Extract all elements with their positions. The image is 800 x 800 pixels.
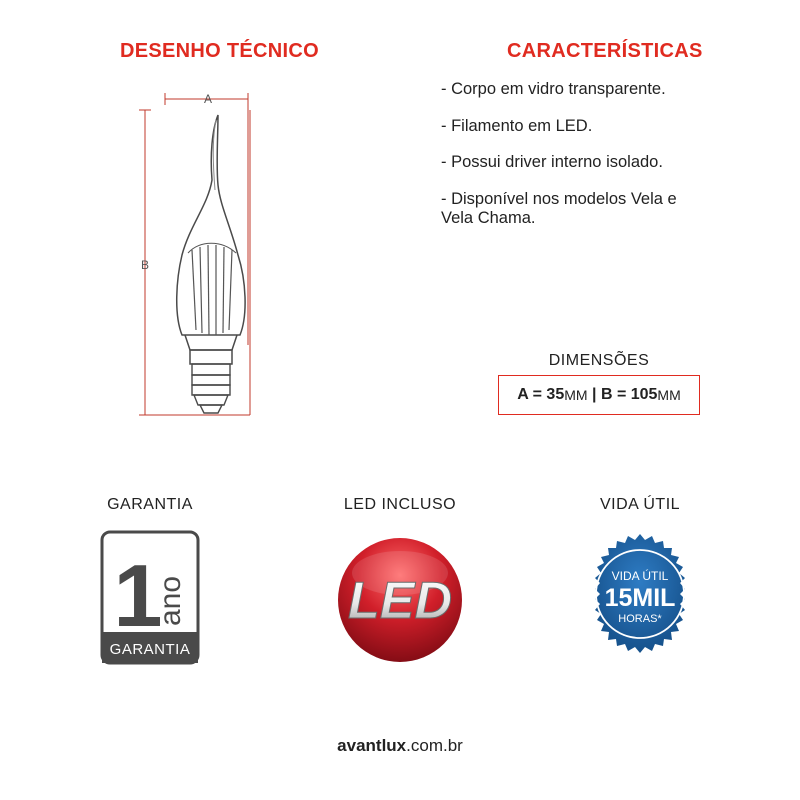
warranty-number: 1 xyxy=(113,546,163,645)
feature-item: - Corpo em vidro transparente. xyxy=(441,80,666,98)
warranty-badge-icon xyxy=(100,530,200,665)
dim-separator: | xyxy=(587,386,601,403)
feature-item: - Possui driver interno isolado. xyxy=(441,153,663,171)
website-brand: avantlux xyxy=(337,736,407,755)
dim-a-value: A = 35 xyxy=(517,386,565,403)
website-link[interactable] xyxy=(300,736,500,756)
lifetime-top-text: VIDA ÚTIL xyxy=(611,569,669,583)
led-text: LED xyxy=(348,572,452,630)
warranty-unit: ano xyxy=(154,575,187,626)
dim-b-unit: MM xyxy=(657,387,681,403)
warranty-label: GARANTIA xyxy=(107,496,193,513)
features-title: CARACTERÍSTICAS xyxy=(507,40,703,62)
lifetime-bottom-text: HORAS* xyxy=(618,613,662,625)
website-domain: .com.br xyxy=(406,736,463,755)
feature-item: - Filamento em LED. xyxy=(441,117,593,135)
lifetime-badge-icon xyxy=(578,532,702,656)
warranty-footer: GARANTIA xyxy=(109,641,191,658)
led-label: LED INCLUSO xyxy=(343,496,457,513)
technical-drawing-title: DESENHO TÉCNICO xyxy=(120,40,319,62)
lifetime-main-text: 15MIL xyxy=(604,584,676,612)
bulb-technical-drawing xyxy=(130,85,270,420)
led-badge-icon xyxy=(335,535,465,665)
dim-b-value: B = 105 xyxy=(600,386,658,403)
lifetime-label: VIDA ÚTIL xyxy=(599,496,681,513)
dim-a-unit: MM xyxy=(564,387,588,403)
dimensions-box xyxy=(498,375,700,415)
dim-b-label: B xyxy=(140,258,150,272)
dim-a-label: A xyxy=(203,92,213,106)
feature-item: - Disponível nos modelos Vela e Vela Chama. xyxy=(441,190,677,227)
dimensions-title: DIMENSÕES xyxy=(548,352,650,369)
